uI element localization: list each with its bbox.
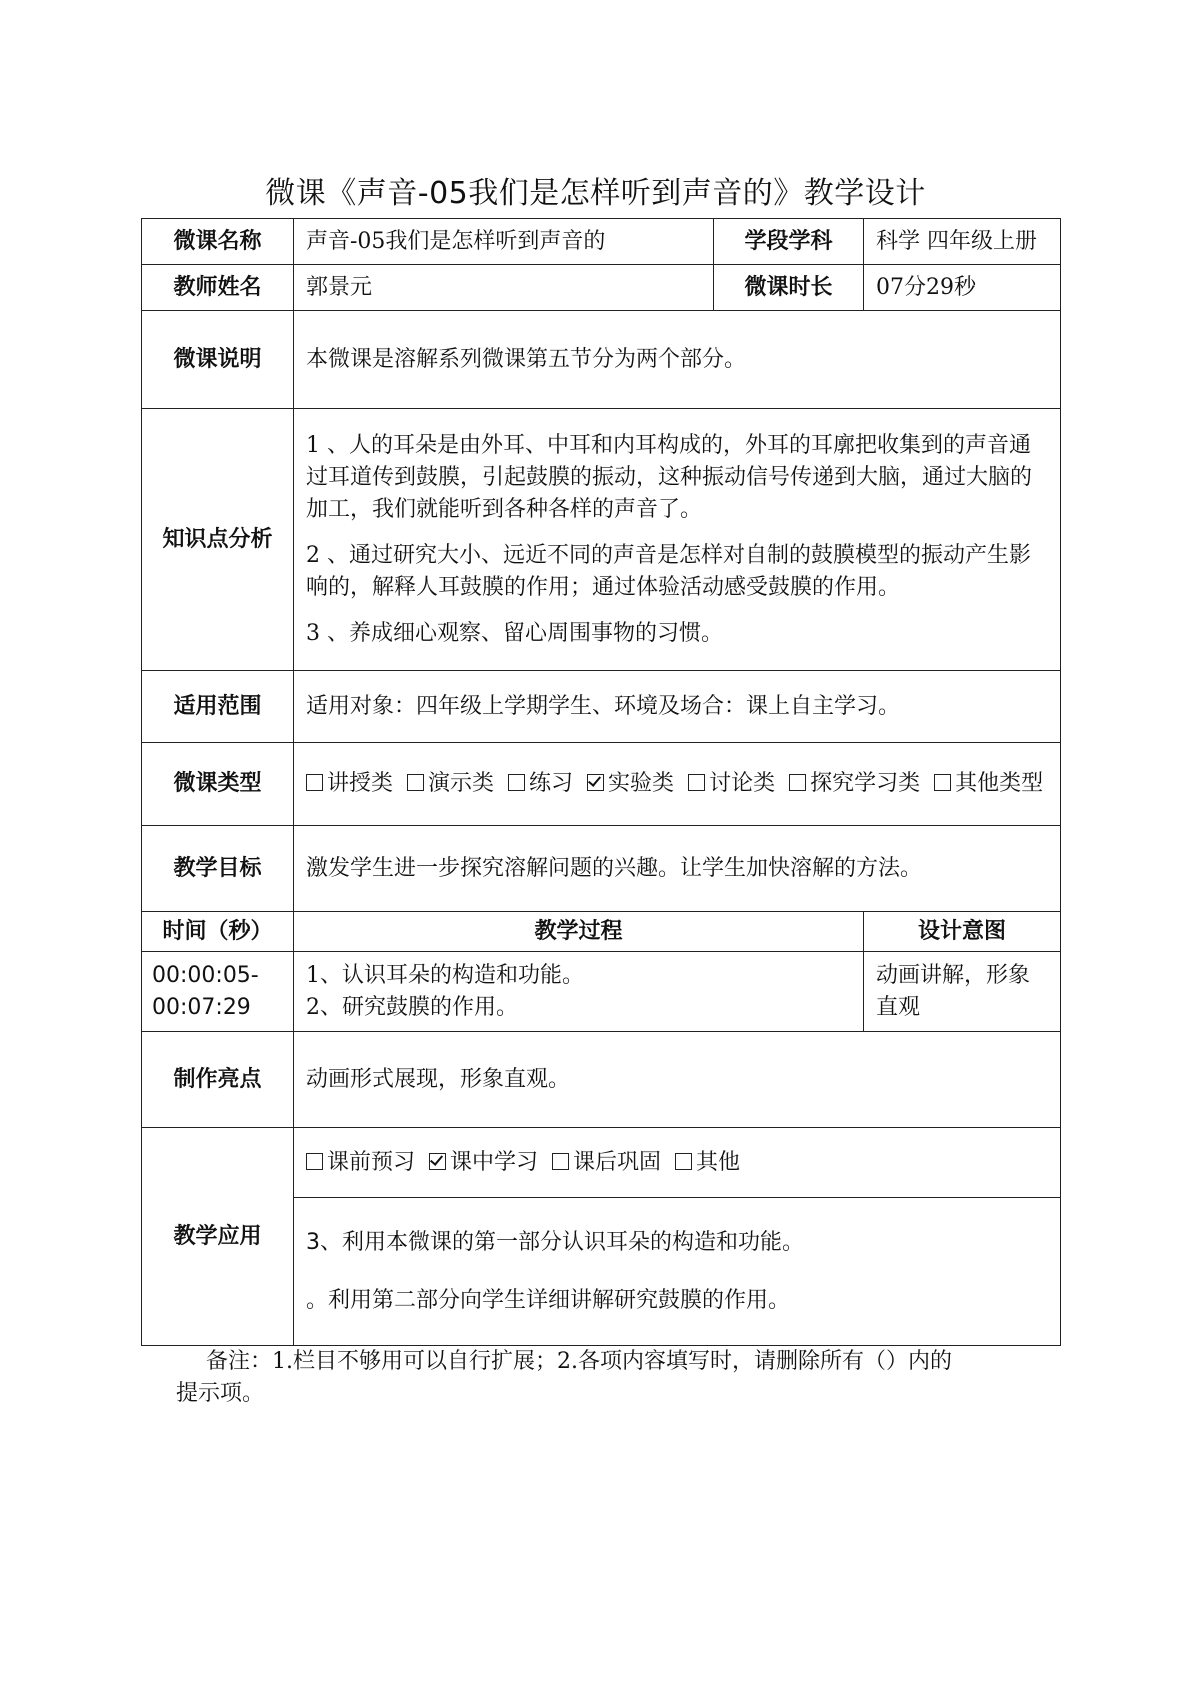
time-header: 时间（秒） xyxy=(142,912,294,952)
application-option[interactable]: 课后巩固 xyxy=(552,1147,661,1179)
course-type-option[interactable]: 实验类 xyxy=(587,768,674,800)
application-line-2: 。利用第二部分向学生详细讲解研究鼓膜的作用。 xyxy=(306,1287,791,1313)
course-type-label: 微课类型 xyxy=(142,743,294,826)
course-type-option[interactable]: 演示类 xyxy=(407,768,494,800)
checkbox-icon[interactable] xyxy=(789,774,806,791)
application-option[interactable]: 课前预习 xyxy=(306,1147,415,1179)
checkbox-icon[interactable] xyxy=(407,774,424,791)
application-usage xyxy=(294,1198,1061,1346)
course-type-options xyxy=(294,743,1061,826)
checkbox-icon[interactable] xyxy=(934,774,951,791)
checkbox-icon[interactable] xyxy=(306,1153,323,1170)
course-type-option[interactable]: 探究学习类 xyxy=(789,768,920,800)
page-title: 微课《声音-05我们是怎样听到声音的》教学设计 xyxy=(265,176,926,211)
highlight-value: 动画形式展现，形象直观。 xyxy=(294,1032,1061,1128)
checkbox-icon[interactable] xyxy=(688,774,705,791)
course-type-option[interactable]: 讨论类 xyxy=(688,768,775,800)
application-options xyxy=(294,1128,1061,1198)
application-option[interactable]: 其他 xyxy=(675,1147,740,1179)
process-header: 教学过程 xyxy=(294,912,864,952)
intent-header: 设计意图 xyxy=(864,912,1061,952)
teacher-label: 教师姓名 xyxy=(142,265,294,311)
footnote-line-2: 提示项。 xyxy=(176,1381,265,1406)
design-table xyxy=(141,218,1060,1346)
scope-label: 适用范围 xyxy=(142,671,294,743)
course-name-value: 声音-05我们是怎样听到声音的 xyxy=(294,219,714,265)
checkbox-icon[interactable] xyxy=(508,774,525,791)
objective-value: 激发学生进一步探究溶解问题的兴趣。让学生加快溶解的方法。 xyxy=(294,826,1061,912)
knowledge-point: 3 、养成细心观察、留心周围事物的习惯。 xyxy=(306,620,723,646)
scope-value: 适用对象：四年级上学期学生、环境及场合：课上自主学习。 xyxy=(294,671,1061,743)
checkbox-icon[interactable] xyxy=(306,774,323,791)
duration-value: 07分29秒 xyxy=(864,265,1061,311)
knowledge-point: 1 、人的耳朵是由外耳、中耳和内耳构成的，外耳的耳廓把收集到的声音通过耳道传到鼓膜，引起鼓膜的振动，这种振动信号传递到大脑，通过大脑的加工，我们就能听到各种各样的声音了。 xyxy=(306,432,1033,522)
course-type-option[interactable]: 讲授类 xyxy=(306,768,393,800)
checkbox-icon[interactable] xyxy=(675,1153,692,1170)
intent-value: 动画讲解，形象直观 xyxy=(864,952,1061,1032)
knowledge-point: 2 、通过研究大小、远近不同的声音是怎样对自制的鼓膜模型的振动产生影响的，解释人耳鼓膜的作用；通过体验活动感受鼓膜的作用。 xyxy=(306,542,1031,600)
process-step: 2、研究鼓膜的作用。 xyxy=(306,994,518,1020)
application-label: 教学应用 xyxy=(142,1128,294,1346)
checkbox-checked-icon[interactable] xyxy=(587,774,604,791)
time-range: 00:00:05- 00:07:29 xyxy=(142,952,294,1032)
checkbox-icon[interactable] xyxy=(552,1153,569,1170)
course-type-option[interactable]: 其他类型 xyxy=(934,768,1043,800)
checkbox-checked-icon[interactable] xyxy=(429,1153,446,1170)
application-option[interactable]: 课中学习 xyxy=(429,1147,538,1179)
knowledge-points xyxy=(294,409,1061,671)
footnote-line-1: 备注：1.栏目不够用可以自行扩展；2.各项内容填写时，请删除所有（）内的 xyxy=(206,1349,952,1374)
course-name-label: 微课名称 xyxy=(142,219,294,265)
process-step: 1、认识耳朵的构造和功能。 xyxy=(306,962,584,988)
application-line-1: 3、利用本微课的第一部分认识耳朵的构造和功能。 xyxy=(306,1229,805,1255)
knowledge-label: 知识点分析 xyxy=(142,409,294,671)
duration-label: 微课时长 xyxy=(714,265,864,311)
teacher-value: 郭景元 xyxy=(294,265,714,311)
highlight-label: 制作亮点 xyxy=(142,1032,294,1128)
footnote xyxy=(178,1346,1038,1410)
description-value: 本微课是溶解系列微课第五节分为两个部分。 xyxy=(294,311,1061,409)
stage-subject-value: 科学 四年级上册 xyxy=(864,219,1061,265)
course-type-option[interactable]: 练习 xyxy=(508,768,573,800)
description-label: 微课说明 xyxy=(142,311,294,409)
stage-subject-label: 学段学科 xyxy=(714,219,864,265)
process-steps xyxy=(294,952,864,1032)
objective-label: 教学目标 xyxy=(142,826,294,912)
